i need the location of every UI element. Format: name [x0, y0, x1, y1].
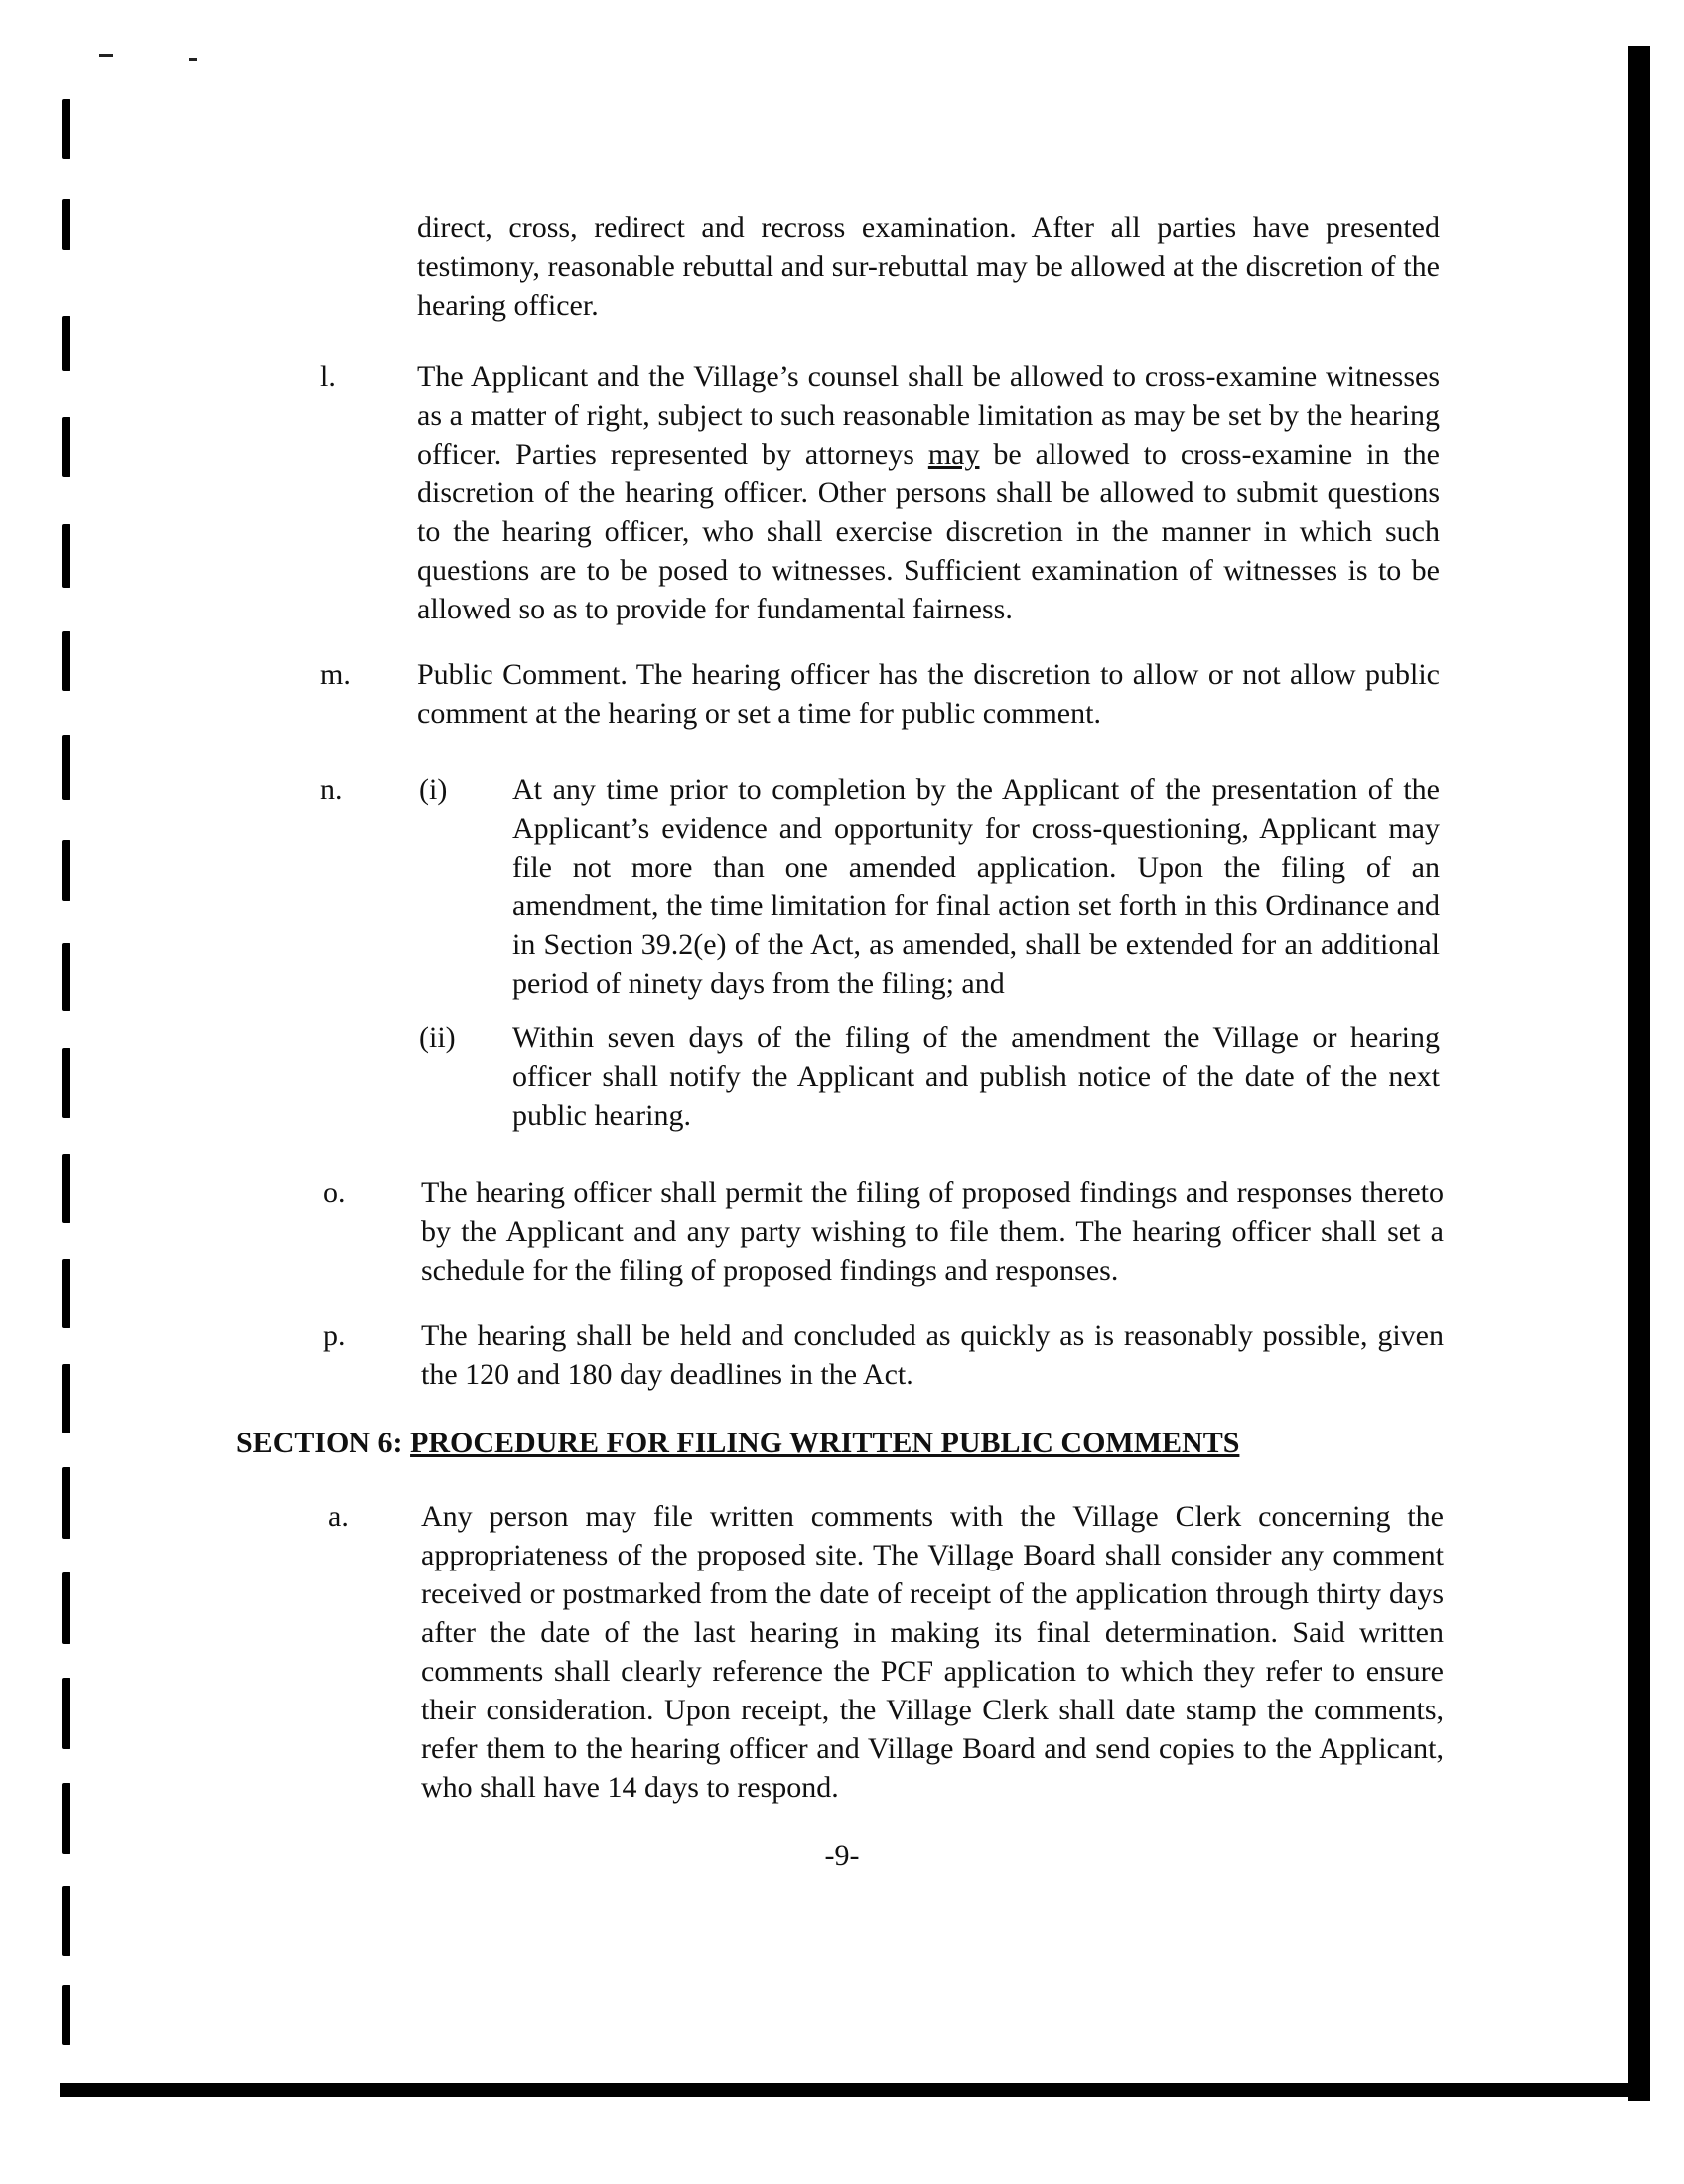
item-m-text: Public Comment. The hearing officer has the discretion to allow or not allow public comment at the hearing or set a time for public comment. — [417, 658, 1440, 730]
section-6-number: SECTION 6: — [236, 1427, 403, 1459]
scan-border-bottom — [60, 2083, 1650, 2097]
scan-border-right — [1628, 46, 1650, 2101]
item-n-sub-ii-text: Within seven days of the filing of the amendment the Village or hearing officer shall notify the Applicant and publish notice of the date of the next public hearing. — [512, 1022, 1440, 1132]
item-label-l: l. — [320, 360, 336, 393]
binding-mark — [62, 524, 70, 588]
binding-mark — [62, 1467, 70, 1539]
page-number: -9- — [824, 1840, 860, 1872]
section-6-item-label-a: a. — [328, 1500, 349, 1533]
item-o-text: The hearing officer shall permit the filing of proposed findings and responses thereto by the Applicant and any party wishing to file them. The hearing officer shall set a schedule for the filing of proposed findings and responses. — [421, 1176, 1444, 1287]
binding-mark — [62, 943, 70, 1011]
section-6-heading — [236, 1424, 1239, 1462]
binding-mark — [62, 1048, 70, 1118]
binding-mark — [62, 1985, 70, 2045]
binding-mark — [62, 631, 70, 691]
item-label-p: p. — [323, 1319, 346, 1352]
binding-mark — [62, 316, 70, 371]
continuation-paragraph: direct, cross, redirect and recross examination. After all parties have presented testimony, reasonable rebuttal and sur-rebuttal may be allowed at the discretion of the hearing officer. — [417, 211, 1440, 322]
item-label-n: n. — [320, 773, 343, 806]
item-l-text-before: The Applicant and the Village’s counsel shall be allowed to cross-examine witnesses as a matter of right, subject to such reasonable limitation as may be set by the hearing officer. Parties represented by attorneys — [417, 360, 1440, 471]
item-n-sub-i-text: At any time prior to completion by the Applicant of the presentation of the Applicant’s evidence and opportunity for cross-questioning, Applicant may file not more than one amended application. Upon the filing of an amendment, the time limitation for final action set forth in this Ordinance and in Section 39.2(e) of the Act, as amended, shall be extended for an additional period of ninety days from the filing; and — [512, 773, 1440, 1000]
scan-mark — [99, 54, 113, 57]
binding-mark — [62, 735, 70, 800]
binding-mark — [62, 417, 70, 477]
item-l-emphasis: may — [927, 438, 980, 471]
binding-mark — [62, 1364, 70, 1433]
item-n-sub-label-ii: (ii) — [419, 1022, 456, 1054]
binding-mark — [62, 840, 70, 901]
binding-mark — [62, 1678, 70, 1749]
binding-mark — [62, 1259, 70, 1328]
section-6-title: PROCEDURE FOR FILING WRITTEN PUBLIC COMMENTS — [410, 1427, 1240, 1459]
item-l-text — [417, 357, 1440, 628]
binding-mark — [62, 1154, 70, 1223]
binding-mark — [62, 199, 70, 250]
binding-mark — [62, 99, 70, 159]
binding-mark — [62, 1572, 70, 1644]
item-label-o: o. — [323, 1176, 346, 1209]
item-l-text-after: be allowed to cross-examine in the discretion of the hearing officer. Other persons shall be allowed to submit questions to the hearing officer, who shall exercise discretion in the manner in which such questions are to be posed to witnesses. Sufficient examination of witnesses is to be allowed so as to provide for fundamental fairness. — [417, 438, 1440, 625]
item-p-text: The hearing shall be held and concluded as quickly as is reasonably possible, given the 120 and 180 day deadlines in the Act. — [421, 1319, 1444, 1391]
section-6-item-a-text: Any person may file written comments with the Village Clerk concerning the appropriateness of the proposed site. The Village Board shall consider any comment received or postmarked from the date of receipt of the application through thirty days after the date of the last hearing in making its final determination. Said written comments shall clearly reference the PCF application to which they refer to ensure their consideration. Upon receipt, the Village Clerk shall date stamp the comments, refer them to the hearing officer and Village Board and send copies to the Applicant, who shall have 14 days to respond. — [421, 1500, 1444, 1804]
item-n-sub-label-i: (i) — [419, 773, 448, 806]
binding-mark — [62, 1886, 70, 1956]
item-label-m: m. — [320, 658, 351, 691]
scan-mark — [189, 58, 197, 61]
